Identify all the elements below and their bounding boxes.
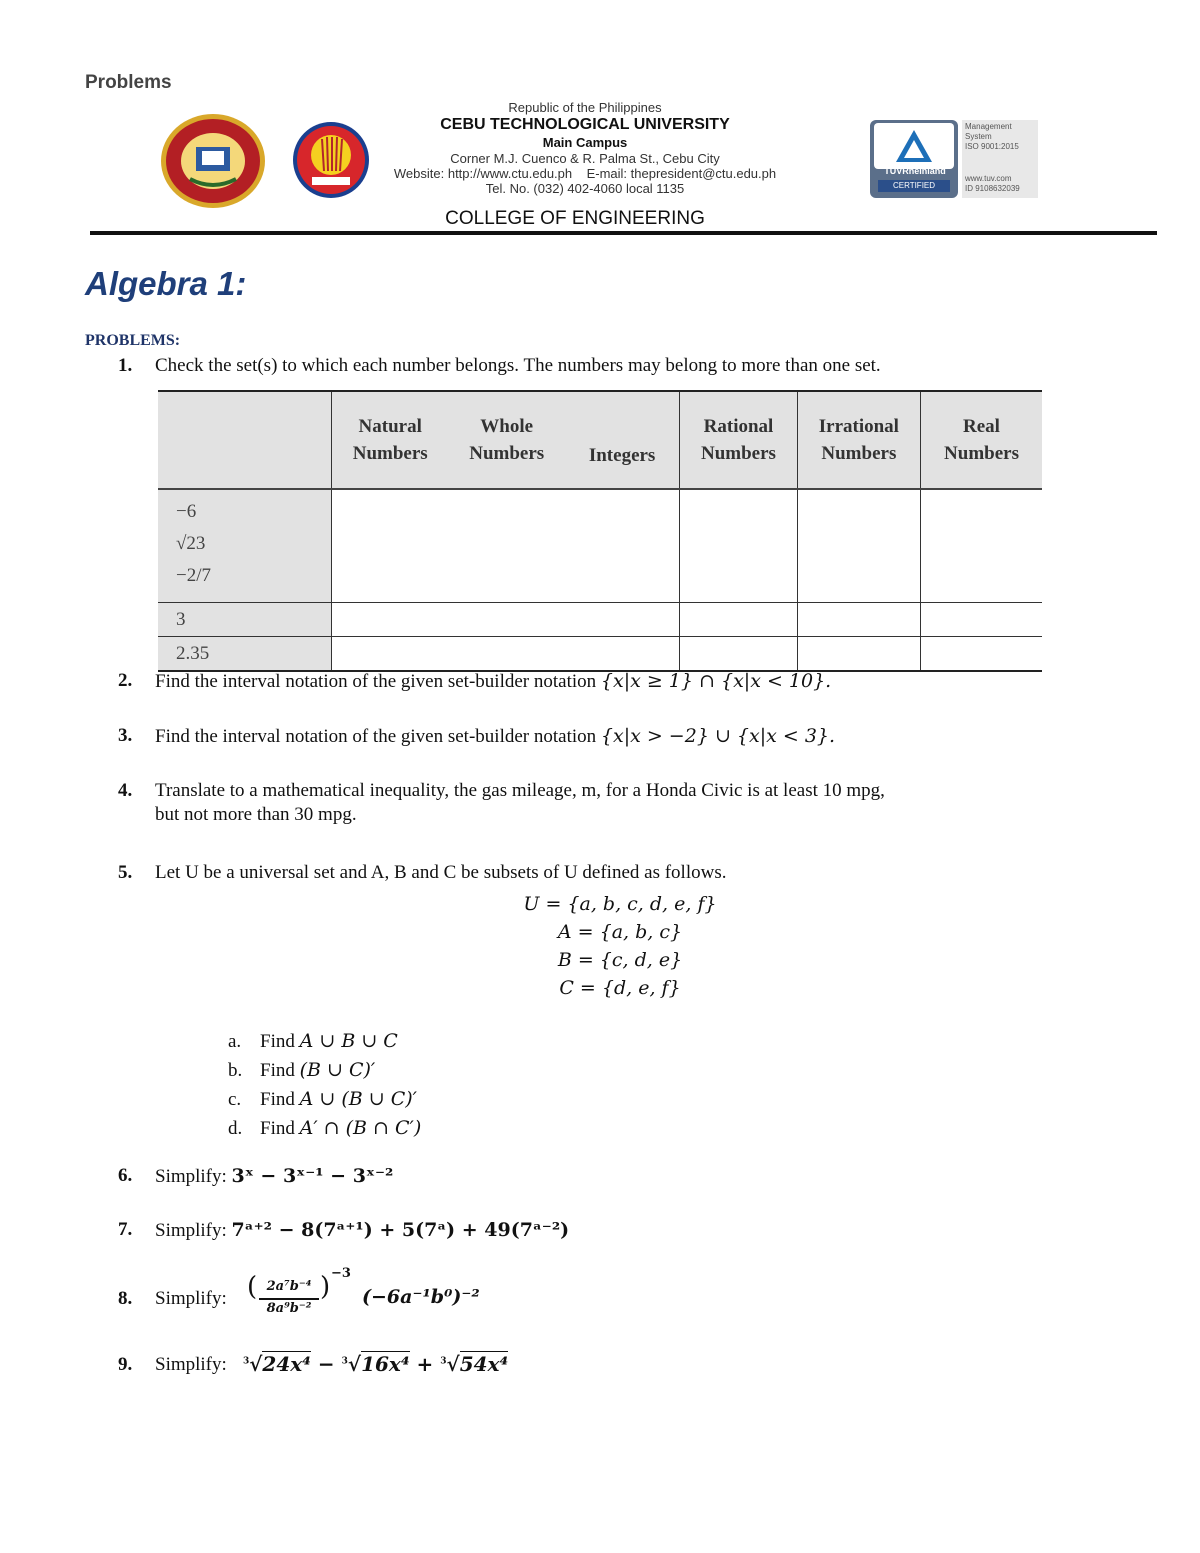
number-sets-table [158,390,1042,672]
table-cell [565,637,680,672]
subpart-d: d. Find A′ ∩ (B ∩ C′) [228,1117,422,1139]
problem-number: 9. [118,1354,133,1375]
problem-math: 7ᵃ⁺² − 8(7ᵃ⁺¹) + 5(7ᵃ) + 49(7ᵃ⁻²) [231,1219,570,1241]
table-cell [921,637,1042,672]
cert-text-3: ISO 9001:2015 [965,142,1019,151]
table-header-cell: Rational Numbers [680,391,797,489]
tuv-certified: CERTIFIED [878,180,950,192]
problem-text: Simplify: [155,1288,227,1309]
table-cell [797,489,920,603]
university-header [380,100,790,196]
problem-math: {x|x ≥ 1} ∩ {x|x < 10}. [600,670,832,692]
table-cell [565,489,680,603]
problem-number: 2. [118,670,133,691]
address-line: Corner M.J. Cuenco & R. Palma St., Cebu City [450,151,720,166]
problem-number: 8. [118,1288,133,1309]
fraction-bar [259,1298,319,1300]
problem-text-line1: Translate to a mathematical inequality, the gas mileage, m, for a Honda Civic is at least 10 mpg, [155,780,885,801]
table-header-cell: Whole Numbers [448,391,564,489]
set-b: B = {c, d, e} [557,949,683,971]
university-seal-logo [160,113,266,209]
problem-6 [118,1165,394,1187]
problem-number: 4. [118,780,133,801]
table-cell [921,603,1042,637]
table-header-cell: Integers [565,391,680,489]
table-row [158,489,1042,603]
problem-math: 3ˣ − 3ˣ⁻¹ − 3ˣ⁻² [231,1165,394,1187]
university-name: CEBU TECHNOLOGICAL UNIVERSITY [440,116,730,133]
campus-name: Main Campus [542,135,628,150]
set-c: C = {d, e, f} [559,977,681,999]
certification-badge [870,120,1040,198]
row-value: −6 [176,501,197,522]
problem-1 [118,355,881,377]
problems-heading: PROBLEMS: [85,332,181,349]
problem-number: 7. [118,1219,133,1240]
problem-text: Let U be a universal set and A, B and C be subsets of U defined as follows. [155,862,727,883]
tuv-brand: TÜVRheinland [884,166,946,176]
table-row [158,637,1042,672]
header-divider [90,231,1157,235]
table-header-cell: Natural Numbers [331,391,448,489]
cert-text-5: ID 9108632039 [965,184,1020,193]
set-u: U = {a, b, c, d, e, f} [523,893,717,915]
table-header-row [158,391,1042,489]
table-cell [680,489,797,603]
page-title: Algebra 1: [85,265,247,302]
problem-2 [118,670,832,692]
cert-text-1: Management [965,122,1012,131]
problem-number: 3. [118,725,133,746]
problem-number: 5. [118,862,133,883]
table-cell [921,489,1042,603]
table-cell [797,603,920,637]
table-header-cell: Irrational Numbers [797,391,920,489]
table-cell [331,489,564,603]
republic-line: Republic of the Philippines [508,100,662,115]
row-header: 3 [158,603,331,637]
set-definitions [420,890,820,1002]
problem-math: {x|x > −2} ∪ {x|x < 3}. [600,725,836,747]
website-line: Website: http://www.ctu.edu.ph E-mail: thepresident@ctu.edu.ph [393,166,777,181]
problem-text: Find the interval notation of the given set-builder notation [155,671,601,692]
problem-8-rest: (−6a⁻¹b⁰)⁻² [362,1286,480,1308]
table-cell [565,603,680,637]
problem-9 [118,1354,227,1376]
row-value: √23 [176,533,206,554]
cert-text-2: System [965,132,992,141]
subpart-a: a. Find A ∪ B ∪ C [228,1030,398,1052]
tel-line: Tel. No. (032) 402-4060 local 1135 [485,181,685,196]
subpart-c: c. Find A ∪ (B ∪ C)′ [228,1088,417,1110]
college-name: COLLEGE OF ENGINEERING [445,208,705,229]
fraction-open-paren: ( [247,1272,258,1302]
row-header: 2.35 [158,637,331,672]
problem-5 [118,862,727,884]
problem-text: Simplify: [155,1166,232,1187]
table-cell [680,637,797,672]
table-cell [797,637,920,672]
problem-5-subparts [228,1027,421,1143]
problem-9-math: $^3$√24x⁴ − $^3$√16x⁴ + $^3$√54x⁴ [243,1352,509,1376]
row-value: −2/7 [176,565,211,586]
tuv-triangle-icon [894,128,934,164]
problem-number: 6. [118,1165,133,1186]
fraction-numerator: 2a⁷b⁻⁴ [266,1279,312,1294]
document-label: Problems [85,72,172,93]
fraction-denominator: 8a⁹b⁻² [266,1301,312,1316]
table-cell [331,637,564,672]
problem-8 [118,1288,227,1310]
cert-text-4: www.tuv.com [965,174,1012,183]
fraction-exponent: −3 [331,1266,351,1281]
problem-text: Check the set(s) to which each number belongs. The numbers may belong to more than one set. [155,355,881,376]
problem-3 [118,725,836,747]
set-a: A = {a, b, c} [557,921,683,943]
problem-number: 1. [118,355,133,376]
table-row [158,603,1042,637]
problem-7 [118,1219,570,1241]
table-header-cell: Real Numbers [921,391,1042,489]
subpart-b: b. Find (B ∪ C)′ [228,1059,376,1081]
asean-logo [292,121,370,199]
problem-text: Simplify: [155,1354,227,1375]
problem-text: Simplify: [155,1220,232,1241]
table-header-cell [158,391,331,489]
fraction-close-paren: ) [320,1272,331,1302]
table-cell [680,603,797,637]
problem-4 [118,780,885,825]
table-cell [331,603,564,637]
row-header [158,489,331,603]
problem-text: Find the interval notation of the given set-builder notation [155,726,601,747]
problem-text-line2: but not more than 30 mpg. [155,804,357,825]
